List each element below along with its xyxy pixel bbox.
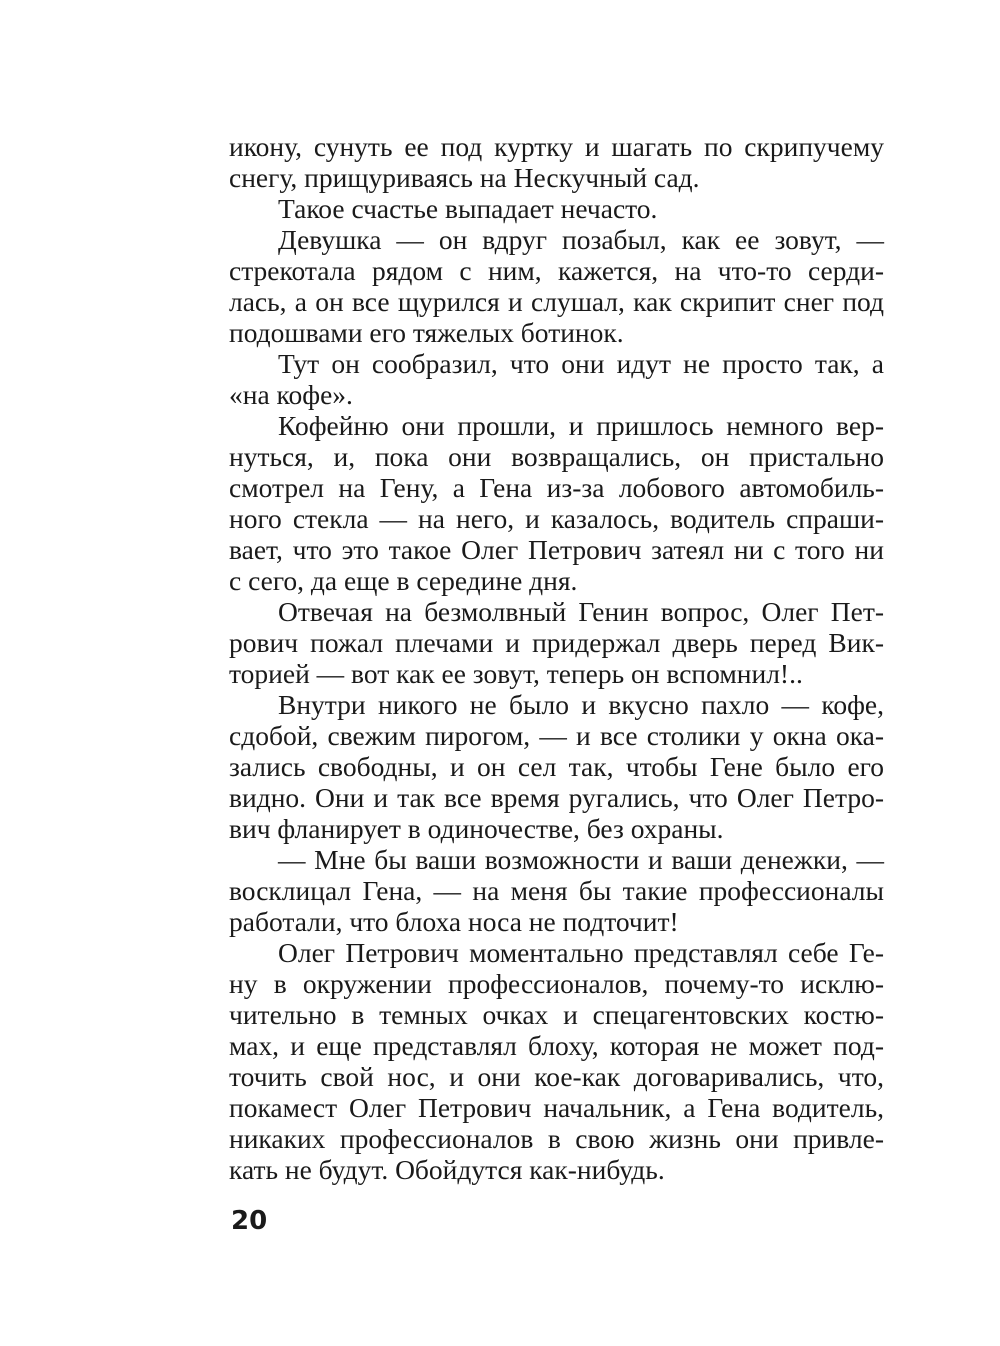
text-line: чительно в темных очках и спецагентовских костю- <box>229 999 884 1030</box>
text-line: рович пожал плечами и придержал дверь перед Вик- <box>229 627 884 658</box>
body-text <box>229 131 884 1185</box>
paragraph <box>229 689 884 844</box>
text-line: зались свободны, и он сел так, чтобы Гене было его <box>229 751 884 782</box>
text-line: подошвами его тяжелых ботинок. <box>229 317 624 348</box>
text-line: сдобой, свежим пирогом, — и все столики у окна ока- <box>229 720 884 751</box>
text-line: никаких профессионалов в свою жизнь они привле- <box>229 1123 884 1154</box>
text-line: Девушка — он вдруг позабыл, как ее зовут, — <box>278 224 884 255</box>
text-line: вает, что это такое Олег Петрович затеял ни с того ни <box>229 534 884 565</box>
text-line: Такое счастье выпадает нечасто. <box>278 193 658 224</box>
text-line: Тут он сообразил, что они идут не просто так, а <box>278 348 884 379</box>
paragraph <box>229 193 884 224</box>
text-line: покамест Олег Петрович начальник, а Гена водитель, <box>229 1092 884 1123</box>
text-line: Внутри никого не было и вкусно пахло — кофе, <box>278 689 884 720</box>
text-line: ну в окружении профессионалов, почему-то исклю- <box>229 968 884 999</box>
text-line: ного стекла — на него, и казалось, водитель спраши- <box>229 503 884 534</box>
text-line: снегу, прищуриваясь на Нескучный сад. <box>229 162 700 193</box>
text-line: Кофейню они прошли, и пришлось немного вер- <box>278 410 884 441</box>
text-line: икону, сунуть ее под куртку и шагать по скрипучему <box>229 131 884 162</box>
text-line: Олег Петрович моментально представлял себе Ге- <box>278 937 884 968</box>
paragraph <box>229 131 884 193</box>
text-line: работали, что блоха носа не подточит! <box>229 906 679 937</box>
paragraph <box>229 596 884 689</box>
text-line: восклицал Гена, — на меня бы такие профессионалы <box>229 875 884 906</box>
text-line: кать не будут. Обойдутся как-нибудь. <box>229 1154 665 1185</box>
text-line: мах, и еще представлял блоху, которая не может под- <box>229 1030 884 1061</box>
paragraph <box>229 348 884 410</box>
text-line: видно. Они и так все время ругались, что Олег Петро- <box>229 782 884 813</box>
text-line: «на кофе». <box>229 379 353 410</box>
text-line: с сего, да еще в середине дня. <box>229 565 578 596</box>
text-line: лась, а он все щурился и слушал, как скрипит снег под <box>229 286 884 317</box>
paragraph <box>229 224 884 348</box>
text-line: вич фланирует в одиночестве, без охраны. <box>229 813 724 844</box>
text-line: точить свой нос, и они кое-как договаривались, что, <box>229 1061 884 1092</box>
page-number: 20 <box>231 1206 268 1236</box>
text-line: смотрел на Гену, а Гена из-за лобового автомобиль- <box>229 472 884 503</box>
text-line: торией — вот как ее зовут, теперь он вспомнил!.. <box>229 658 803 689</box>
text-line: — Мне бы ваши возможности и ваши денежки, — <box>278 844 884 875</box>
text-line: Отвечая на безмолвный Генин вопрос, Олег Пет- <box>278 596 884 627</box>
paragraph <box>229 844 884 937</box>
paragraph <box>229 937 884 1185</box>
text-line: стрекотала рядом с ним, кажется, на что-то серди- <box>229 255 884 286</box>
text-line: нуться, и, пока они возвращались, он пристально <box>229 441 884 472</box>
paragraph <box>229 410 884 596</box>
